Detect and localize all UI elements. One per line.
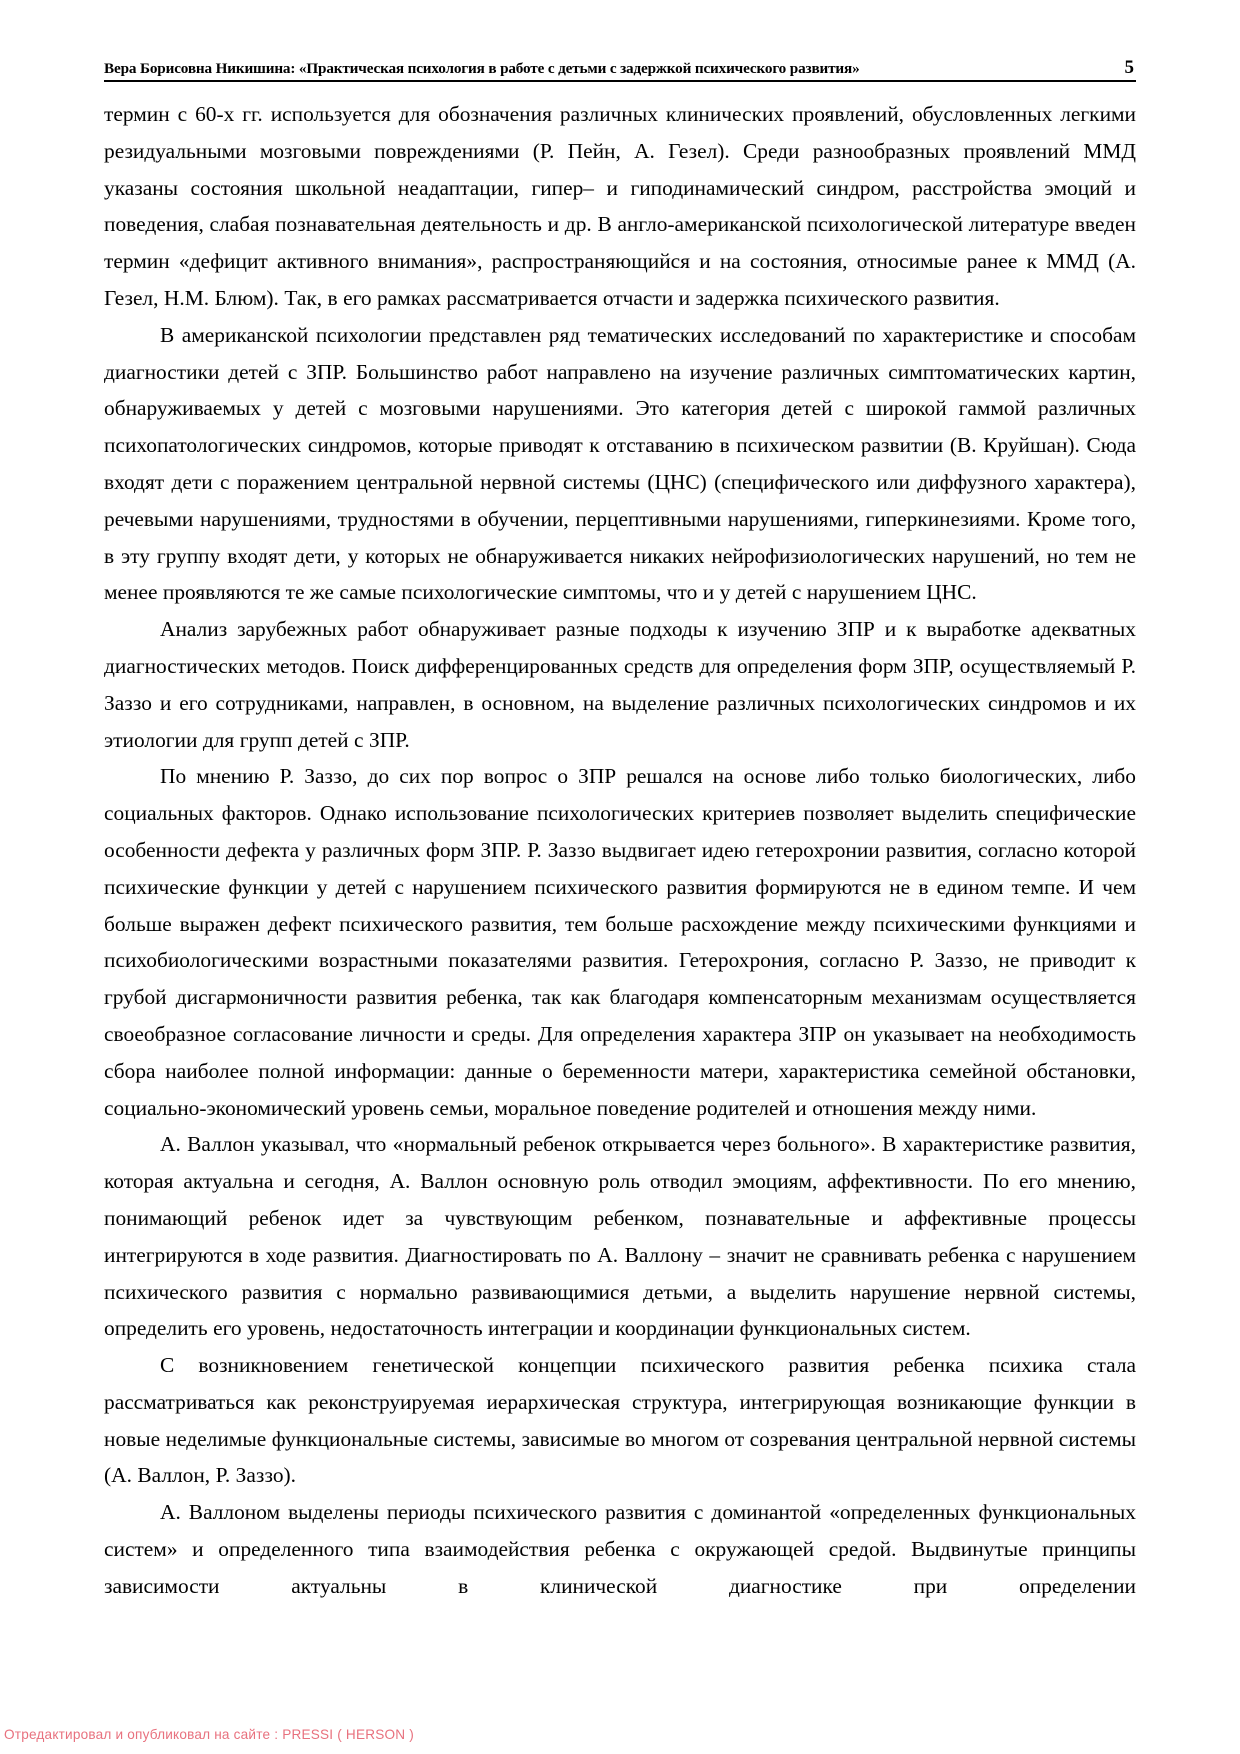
paragraph: С возникновением генетической концепции психического развития ребенка психика стала рассматриваться как реконструируемая иерархическая структура, интегрирующая возникающие функции в новые неделимые функциональные системы, зависимые во многом от созревания центральной нервной системы (А. Валлон, Р. Заззо). bbox=[104, 1353, 1136, 1488]
paragraph: По мнению Р. Заззо, до сих пор вопрос о ЗПР решался на основе либо только биологических, либо социальных факторов. Однако использование психологических критериев позволяет выделить специфические особенности дефекта у различных форм ЗПР. Р. Заззо выдвигает идею гетерохронии развития, согласно которой психические функции у детей с нарушением психического развития формируются не в едином темпе. И чем больше выражен дефект психического развития, тем больше расхождение между психическими функциями и психобиологическими возрастными показателями развития. Гетерохрония, согласно Р. Заззо, не приводит к грубой дисгармоничности развития ребенка, так как благодаря компенсаторным механизмам осуществляется своеобразное согласование личности и среды. Для определения характера ЗПР он указывает на необходимость сбора наиболее полной информации: данные о беременности матери, характеристика семейной обстановки, социально-экономический уровень семьи, моральное поведение родителей и отношения между ними. bbox=[104, 764, 1136, 1120]
body-text bbox=[104, 96, 1136, 1605]
running-header bbox=[104, 48, 1136, 78]
paragraph: В американской психологии представлен ряд тематических исследований по характеристике и способам диагностики детей с ЗПР. Большинство работ направлено на изучение различных симптоматических картин, обнаруживаемых у детей с мозговыми нарушениями. Это категория детей с широкой гаммой различных психопатологических синдромов, которые приводят к отставанию в психическом развитии (В. Круйшан). Сюда входят дети с поражением центральной нервной системы (ЦНС) (специфического или диффузного характера), речевыми нарушениями, трудностями в обучении, перцептивными нарушениями, гиперкинезиями. Кроме того, в эту группу входят дети, у которых не обнаруживается никаких нейрофизиологических нарушений, но тем не менее проявляются те же самые психологические симптомы, что и у детей с нарушением ЦНС. bbox=[104, 322, 1136, 605]
footer-watermark bbox=[4, 1724, 704, 1746]
paragraph: А. Валлоном выделены периоды психического развития с доминантой «определенных функциональных систем» и определенного типа взаимодействия ребенка с окружающей средой. Выдвинутые принципы зависимости актуальны в клинической диагностике при определении bbox=[104, 1500, 1136, 1598]
paragraph: Анализ зарубежных работ обнаруживает разные подходы к изучению ЗПР и к выработке адекватных диагностических методов. Поиск дифференцированных средств для определения форм ЗПР, осуществляемый Р. Заззо и его сотрудниками, направлен, в основном, на выделение различных психологических синдромов и их этиологии для групп детей с ЗПР. bbox=[104, 617, 1136, 752]
page-number: 5 bbox=[1124, 57, 1134, 78]
paragraph: термин с 60-х гг. используется для обозначения различных клинических проявлений, обусловленных легкими резидуальными мозговыми повреждениями (Р. Пейн, А. Гезел). Среди разнообразных проявлений ММД указаны состояния школьной неадаптации, гипер– и гиподинамический синдром, расстройства эмоций и поведения, слабая познавательная деятельность и др. В англо-американской психологической литературе введен термин «дефицит активного внимания», распространяющийся и на состояния, относимые ранее к ММД (А. Гезел, Н.М. Блюм). Так, в его рамках рассматривается отчасти и задержка психического развития. bbox=[104, 102, 1136, 310]
paragraph: А. Валлон указывал, что «нормальный ребенок открывается через больного». В характеристике развития, которая актуальна и сегодня, А. Валлон основную роль отводил эмоциям, аффективности. По его мнению, понимающий ребенок идет за чувствующим ребенком, познавательные и аффективные процессы интегрируются в ходе развития. Диагностировать по А. Валлону – значит не сравнивать ребенка с нарушением психического развития с нормально развивающимися детьми, а выделить нарушение нервной системы, определить его уровень, недостаточность интеграции и координации функциональных систем. bbox=[104, 1132, 1136, 1341]
watermark-text: Отредактировал и опубликовал на сайте : PRESSI ( HERSON ) bbox=[4, 1727, 414, 1742]
header-divider bbox=[104, 80, 1136, 82]
header-book-title: Вера Борисовна Никишина: «Практическая психология в работе с детьми с задержкой психического развития» bbox=[104, 60, 860, 77]
